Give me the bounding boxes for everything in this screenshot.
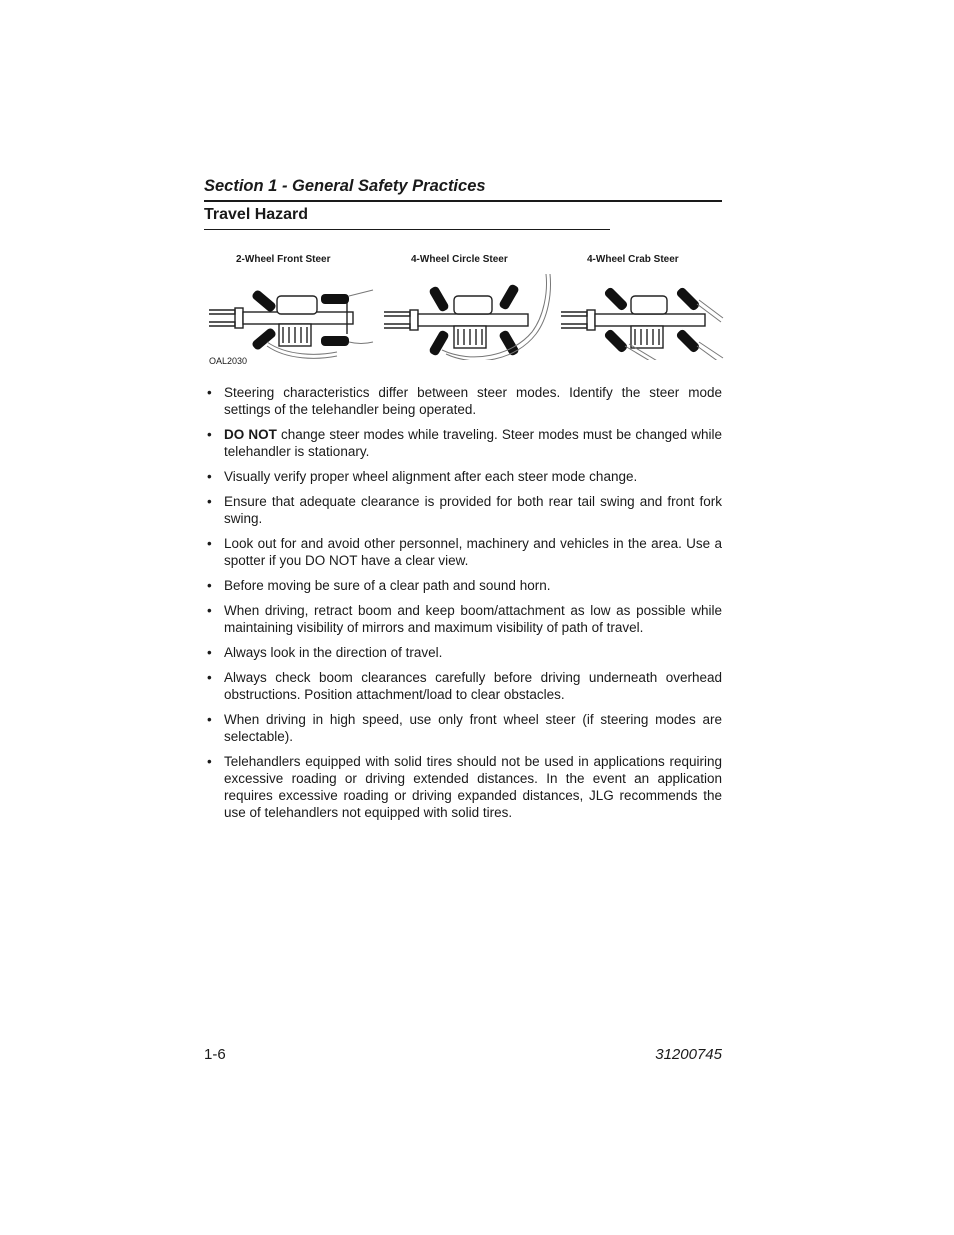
crab-steer-diagram xyxy=(559,272,724,360)
list-item: • Ensure that adequate clearance is provided for both rear tail swing and front fork swing. xyxy=(204,493,722,527)
figure-code: OAL2030 xyxy=(209,356,248,366)
subsection-divider xyxy=(204,229,610,230)
caption-circle-steer: 4-Wheel Circle Steer xyxy=(411,254,508,265)
list-item: • Telehandlers equipped with solid tires should not be used in applications requiring excessive roading or driving extended distances. In the event an application requires excessive roading or driving expanded distances, JLG recommends the use of telehandlers not equipped with solid tires. xyxy=(204,753,722,821)
section-divider xyxy=(204,200,722,202)
safety-bullet-list xyxy=(204,384,722,829)
circle-steer-diagram xyxy=(382,272,552,360)
steer-modes-figure xyxy=(204,248,724,373)
list-item: • Before moving be sure of a clear path and sound horn. xyxy=(204,577,722,594)
list-item: • Steering characteristics differ between steer modes. Identify the steer mode settings of the telehandler being operated. xyxy=(204,384,722,418)
list-item: • DO NOT change steer modes while traveling. Steer modes must be changed while telehandler is stationary. xyxy=(204,426,722,460)
list-item: • When driving in high speed, use only front wheel steer (if steering modes are selectable). xyxy=(204,711,722,745)
caption-crab-steer: 4-Wheel Crab Steer xyxy=(587,254,679,265)
document-number: 31200745 xyxy=(655,1046,722,1063)
front-steer-diagram xyxy=(207,272,375,360)
list-item: • Visually verify proper wheel alignment after each steer mode change. xyxy=(204,468,722,485)
list-item: • Look out for and avoid other personnel, machinery and vehicles in the area. Use a spotter if you DO NOT have a clear view. xyxy=(204,535,722,569)
list-item: • Always check boom clearances carefully before driving underneath overhead obstructions. Position attachment/load to clear obstacles. xyxy=(204,669,722,703)
subsection-title: Travel Hazard xyxy=(204,206,309,223)
list-item: • When driving, retract boom and keep boom/attachment as low as possible while maintaining visibility of mirrors and maximum visibility of path of travel. xyxy=(204,602,722,636)
section-title: Section 1 - General Safety Practices xyxy=(204,177,486,195)
list-item: • Always look in the direction of travel. xyxy=(204,644,722,661)
caption-front-steer: 2-Wheel Front Steer xyxy=(236,254,331,265)
page-number: 1-6 xyxy=(204,1046,226,1063)
